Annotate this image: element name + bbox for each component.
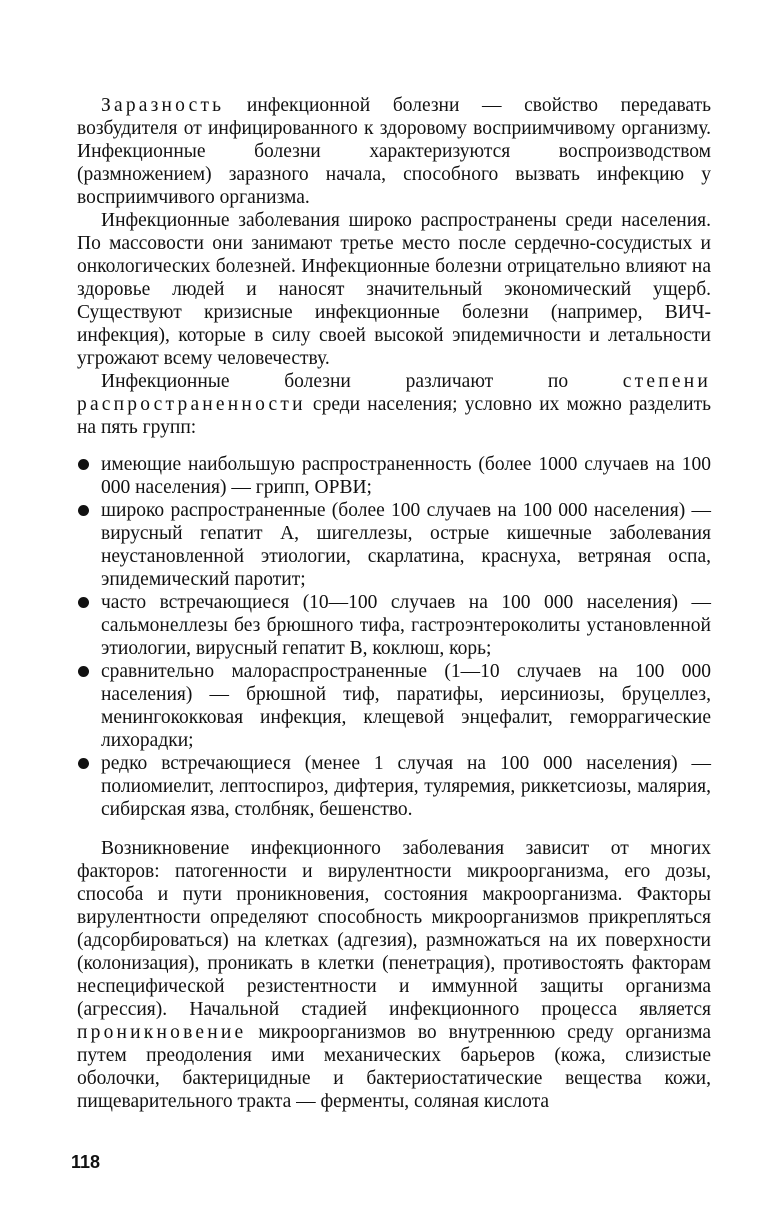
list-item-text: имеющие наибольшую распространенность (более 1000 случаев на 100 000 населения) — грипп, ОРВИ; [101, 454, 711, 498]
list-item [77, 591, 711, 660]
disease-onset-end: микроорганизмов во внутреннюю среду организма путем преодоления ими механических барьеров (кожа, слизистые оболочки, бактерицидные и бактериостатические вещества кожи, пищеварительного тракта — ферменты, соляная кислота [77, 1022, 711, 1112]
paragraph-contagiousness [77, 94, 711, 209]
bullet-icon [78, 597, 89, 608]
prevalence-groups-list [77, 453, 711, 821]
disease-onset-start: Возникновение инфекционного заболевания зависит от многих факторов: патогенности и вирулентности микроорганизма, его дозы, способа и пути проникновения, состояния макроорганизма. Факторы вирулентности определяют способность микроорганизмов прикрепляться (адсорбироваться) на клетках (адгезия), размножаться на их поверхности (колонизация), проникать в клетки (пенетрация), противостоять факторам неспецифической резистентности и иммунной защиты организма (агрессия). Начальной стадией инфекционного процесса является [77, 838, 711, 1020]
paragraph-prevalence: Инфекционные заболевания широко распространены среди населения. По массовости они занимают третье место после сердечно-сосудистых и онкологических болезней. Инфекционные болезни отрицательно влияют на здоровье людей и наносят значительный экономический ущерб. Существуют кризисные инфекционные болезни (например, ВИЧ-инфекция), которые в силу своей высокой эпидемичности и летальности угрожают всему человечеству. [77, 210, 711, 369]
term-penetration: проникновение [77, 1022, 247, 1043]
paragraph-disease-onset [77, 837, 711, 1113]
list-item [77, 499, 711, 591]
list-item-text: редко встречающиеся (менее 1 случая на 100 000 населения) — полиомиелит, лептоспироз, дифтерия, туляремия, риккетсиозы, малярия, сибирская язва, столбняк, бешенство. [101, 753, 711, 820]
list-item-text: широко распространенные (более 100 случаев на 100 000 населения) — вирусный гепатит А, шигеллезы, острые кишечные заболевания неустановленной этиологии, скарлатина, краснуха, ветряная оспа, эпидемический паротит; [101, 500, 711, 590]
list-item-text: сравнительно малораспространенные (1—10 случаев на 100 000 населения) — брюшной тиф, паратифы, иерсиниозы, бруцеллез, менингококковая инфекция, клещевой энцефалит, геморрагические лихорадки; [101, 661, 711, 751]
body-text [77, 94, 711, 1113]
bullet-icon [78, 505, 89, 516]
list-item [77, 752, 711, 821]
groups-intro-start: Инфекционные болезни различают по [101, 371, 623, 392]
paragraph-contagiousness-text: инфекционной болезни — свойство передавать возбудителя от инфицированного к здоровому восприимчивому организму. Инфекционные болезни характеризуются воспроизводством (размножением) заразного начала, способного вызвать инфекцию у восприимчивого организма. [77, 95, 711, 208]
term-contagiousness: Заразность [101, 95, 225, 116]
list-item [77, 453, 711, 499]
bullet-icon [78, 758, 89, 769]
bullet-icon [78, 666, 89, 677]
paragraph-groups-intro [77, 370, 711, 439]
term-degree-of-spread: степени распространенности [77, 371, 711, 415]
bullet-icon [78, 459, 89, 470]
list-item-text: часто встречающиеся (10—100 случаев на 100 000 населения) — сальмонеллезы без брюшного тифа, гастроэнтероколиты установленной этиологии, вирусный гепатит В, коклюш, корь; [101, 592, 711, 659]
page-number: 118 [71, 1152, 101, 1172]
groups-intro-end: среди населения; условно их можно разделить на пять групп: [77, 394, 711, 438]
list-item [77, 660, 711, 752]
